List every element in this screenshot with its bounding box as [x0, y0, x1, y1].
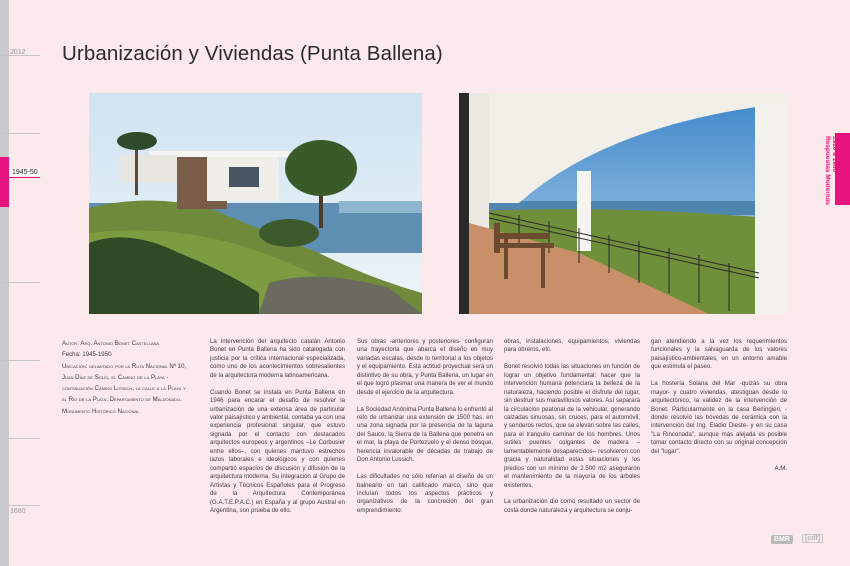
timeline-tick: [0, 438, 40, 439]
author-signature: A.M.: [774, 464, 787, 472]
timeline-active-marker: [0, 157, 9, 207]
paragraph: Sus obras -anteriores y posteriores- configuran una trayectoria que abarca el diseño en muy variadas escalas, desde lo territorial a los objetos y el equipamiento. Esta actitud proyectual será un distintivo de su obra, y Punta Ballena, un lugar en el que logró plasmar una manera de ver el mundo desde el ejercicio de la arquitectura.: [357, 338, 493, 396]
photo-terrace-sea: [459, 93, 787, 314]
timeline-tick: [0, 360, 40, 361]
timeline-tick: [0, 133, 40, 134]
text-column-3: [504, 338, 640, 524]
meta-date: Fecha: 1945-1950: [62, 351, 112, 359]
section-name: Respuestas Modernas: [824, 136, 831, 205]
paragraph: La hostería Solana del Mar -quizás su obra mayor- y cuatro viviendas, atestiguan desde lo arquitectónico, la validez de la intervención de Bonet. Particularmente en la casa Berlingieri, -donde resolvió las bóvedas de cerámica con la intervención del Ing. Eladio Dieste- y en su casa "La Rinconada", aunque más alejada es posible tomar contacto directo con su original concepción del "lugar".: [651, 380, 787, 455]
timeline-year-top: 2012: [10, 49, 26, 56]
timeline-active-line: [0, 177, 40, 178]
section-period: 1920 a 1980: [831, 136, 838, 173]
paragraph: gan atendiendo a la vez los requerimientos funcionales y la salvaguarda de los valores paisajístico-ambientales, en un entorno amable que estimula el paseo.: [651, 338, 787, 371]
timeline-tick: [0, 505, 40, 506]
project-metadata: [62, 338, 192, 417]
publisher-logo-cdf: [cdf]: [802, 534, 823, 543]
paragraph: La intervención del arquitecto catalán Antonio Bonet en Punta Ballena ha sido catalogada con justicia por la crítica internacional especializada, como uno de los acontecimientos sobresalientes de la arquitectura moderna latinoamericana.: [210, 338, 345, 379]
paragraph: Bonet resolvió todas las situaciones en función de lograr un objetivo fundamental: hacer que la intervención humana potenciara la belleza de la naturaleza, haciendo posible el disfrute del lugar, sin destruir sus maravillosos valores. Así separará la circulación peatonal de la vehicular, generando calzadas sinuosas, sin cruces, para el automóvil, y senderos rectos, que se elevan sobre las calles, para el tranquilo caminar de los hombres. Unos sutiles puentes colgantes de madera –lamentablemente desaparecidos– resolvieron con gracia y naturalidad estas situaciones y los predios con un mínimo de 2.500 m2 aseguraron el mantenimiento de la mayoría de los árboles existentes.: [504, 363, 640, 489]
text-column-1: [210, 338, 345, 524]
text-column-4: [651, 338, 787, 473]
section-tab-label: [824, 136, 838, 205]
timeline-tick: [0, 282, 40, 283]
paragraph: La urbanización dio como resultado un sector de costa donde naturaleza y arquitectura se conju-: [504, 498, 640, 514]
meta-monument: Monumento Histórico Nacional: [62, 407, 140, 415]
paragraph: obras, instalaciones, equipamientos, viviendas para obreros, etc.: [504, 338, 640, 354]
paragraph: La Sociedad Anónima Punta Ballena lo enfrentó al reto de urbanizar una extensión de 1500 hás. en una zona signada por la presencia de la laguna del Sauce, la Sierra de la Ballena que penetra en el mar, la playa de Portezuelo y el denso bosque, herencia invalorable de décadas de trabajo de Don Antonio Lussich.: [357, 405, 493, 464]
timeline-active-period: 1945-50: [12, 169, 38, 176]
text-column-2: [357, 338, 493, 524]
photo-house-coast: [89, 93, 422, 314]
publisher-logo-bmr: BMR: [771, 535, 793, 544]
meta-location: Ubicación: delimitado por la Ruta Nacional Nº 10, Juan Díaz de Solís, el Camino de la Playa - continuación Camino Lussich, la calle a la Playa y el Río de la Plata. Departamento de Maldonado.: [62, 362, 187, 404]
meta-author: Autor: Arq. Antonio Bonet Castellana: [62, 340, 160, 347]
timeline-bar: [0, 0, 9, 566]
paragraph: Cuando Bonet se instala en Punta Ballena en 1946 para encarar el desafío de resolver la urbanización de una extensa área de particular valor paisajístico y ambiental, contaba ya con una experiencia profesional singular, que estuvo signada por el contacto con destacados arquitectos europeos y argentinos –Le Corbusier entre ellos–, con quienes mantuvo estrechos lazos laborales e ideológicos y con quienes compartió espacios de discusión y difusión de la arquitectura moderna. Su integración al Grupo de Artistas y Técnicos Españoles para el Progreso de la Arquitectura Contemporánea (G.A.T.E.P.A.C.) en España y al grupo Austral en Argentina, son prueba de ello.: [210, 388, 345, 514]
timeline-year-bottom: 1680: [10, 508, 26, 515]
page-title: Urbanización y Viviendas (Punta Ballena): [62, 42, 443, 65]
paragraph: Las dificultades no sólo referían al diseño de un balneario en tan calificado marco, sino que incluían todos los aspectos prácticos y organizativos de la concreción del gran emprendimiento:: [357, 473, 493, 514]
